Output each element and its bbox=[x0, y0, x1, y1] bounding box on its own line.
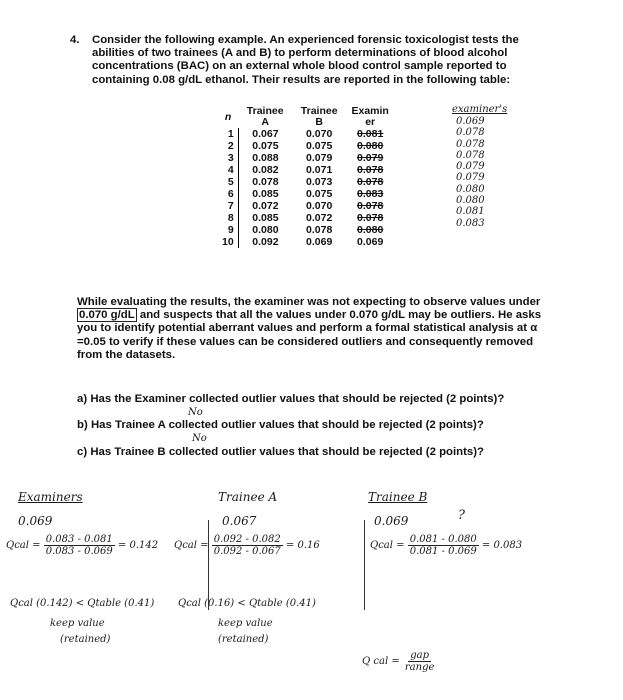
part-c-text: Has Trainee B collected outlier values that should be rejected (2 points)? bbox=[90, 446, 485, 458]
trainee-a-denominator: 0.092 - 0.067 bbox=[213, 546, 281, 557]
part-c-label: c) bbox=[77, 446, 88, 458]
cell-examiner: 0.079 bbox=[357, 152, 384, 164]
cell-examiner: 0.078 bbox=[357, 212, 384, 224]
examiner-numerator: 0.083 - 0.081 bbox=[45, 534, 113, 545]
cell-trainee-a: 0.085 bbox=[252, 212, 279, 224]
table-row bbox=[218, 224, 394, 236]
header-n: n bbox=[224, 111, 232, 123]
evaluation-highlight: 0.070 g/dL bbox=[79, 309, 135, 322]
cell-trainee-b: 0.078 bbox=[306, 224, 333, 236]
table-row bbox=[218, 236, 394, 248]
trainee-a-q-label: Qcal = bbox=[174, 540, 209, 551]
cell-n: 9 bbox=[218, 224, 238, 236]
examiner-result: = 0.142 bbox=[117, 540, 159, 551]
header-trainee-a: Trainee A bbox=[246, 105, 284, 128]
cell-examiner: 0.081 bbox=[357, 128, 384, 140]
side-note-value: 0.080 bbox=[456, 183, 485, 195]
table-row bbox=[218, 188, 394, 200]
table-row bbox=[218, 152, 394, 164]
cell-examiner: 0.069 bbox=[357, 236, 384, 248]
side-note-value: 0.083 bbox=[456, 217, 485, 229]
table-row bbox=[218, 176, 394, 188]
side-note-value: 0.078 bbox=[456, 127, 485, 139]
trainee-b-q-formula-den: range bbox=[404, 662, 435, 673]
part-a-label: a) bbox=[77, 393, 88, 405]
examiner-verdict: keep value bbox=[50, 618, 105, 629]
trainee-b-denominator: 0.081 - 0.069 bbox=[409, 546, 477, 557]
cell-examiner: 0.078 bbox=[357, 200, 384, 212]
cell-trainee-b: 0.069 bbox=[306, 236, 333, 248]
trainee-b-q-calc bbox=[370, 534, 522, 557]
trainee-b-suspect-value: 0.069 bbox=[374, 514, 409, 528]
header-trainee-b: Trainee B bbox=[300, 105, 338, 128]
examiner-fraction bbox=[44, 534, 115, 557]
part-a bbox=[77, 393, 504, 406]
examiner-suspect-value: 0.069 bbox=[18, 514, 53, 528]
cell-examiner: 0.080 bbox=[357, 224, 384, 236]
part-b bbox=[77, 419, 484, 432]
table-row bbox=[218, 140, 394, 152]
cell-trainee-b: 0.070 bbox=[306, 200, 333, 212]
cell-trainee-b: 0.073 bbox=[306, 176, 333, 188]
trainee-a-verdict-note: (retained) bbox=[218, 634, 269, 645]
cell-n: 10 bbox=[218, 236, 238, 248]
cell-n: 6 bbox=[218, 188, 238, 200]
cell-trainee-a: 0.092 bbox=[252, 236, 279, 248]
side-note-value: 0.069 bbox=[456, 116, 485, 127]
trainee-b-numerator: 0.081 - 0.080 bbox=[409, 534, 477, 545]
side-note-value: 0.080 bbox=[456, 195, 485, 207]
cell-n: 1 bbox=[218, 128, 238, 140]
examiner-q-label: Qcal = bbox=[6, 540, 41, 551]
trainee-b-question-mark: ? bbox=[458, 508, 465, 523]
cell-trainee-a: 0.072 bbox=[252, 200, 279, 212]
cell-n: 4 bbox=[218, 164, 238, 176]
trainee-a-result: = 0.16 bbox=[285, 540, 320, 551]
evaluation-text-before: While evaluating the results, the examiner was not expecting to observe values under bbox=[77, 296, 541, 308]
trainee-a-verdict: keep value bbox=[218, 618, 273, 629]
trainee-b-q-formula-fraction bbox=[403, 650, 437, 673]
side-notes-list bbox=[456, 116, 485, 229]
trainee-a-q-calc bbox=[160, 534, 320, 557]
examiner-work-heading: Examiners bbox=[18, 490, 83, 504]
side-note-value: 0.078 bbox=[456, 149, 485, 161]
work-divider-right bbox=[364, 520, 365, 610]
header-examiner: Examin er bbox=[351, 105, 389, 128]
examiner-verdict-note: (retained) bbox=[60, 634, 111, 645]
evaluation-text-after: and suspects that all the values under 0.070 g/dL may be outliers. He asks you to identify potential aberrant values and perform a formal statistical analysis at α =0.05 to verify if these values can be considered outliers and consequently removed from the datasets. bbox=[77, 309, 542, 361]
cell-trainee-a: 0.075 bbox=[252, 140, 279, 152]
table-row bbox=[218, 212, 394, 224]
cell-trainee-b: 0.079 bbox=[306, 152, 333, 164]
side-note-value: 0.079 bbox=[456, 172, 485, 184]
part-a-answer: No bbox=[188, 407, 203, 418]
trainee-b-q-formula-num: gap bbox=[410, 650, 430, 661]
table-row bbox=[218, 200, 394, 212]
examiner-compare: Qcal (0.142) < Qtable (0.41) bbox=[10, 598, 155, 609]
cell-n: 8 bbox=[218, 212, 238, 224]
cell-trainee-a: 0.088 bbox=[252, 152, 279, 164]
question-intro: Consider the following example. An experienced forensic toxicologist tests the abilities of two trainees (A and B) to perform determinations of blood alcohol concentrations (BAC) on an external whole blood control sample reported to containing 0.08 g/dL ethanol. Their results are reported in the following table: bbox=[92, 34, 519, 86]
cell-examiner: 0.083 bbox=[357, 188, 384, 200]
table-header-row bbox=[218, 106, 394, 128]
cell-trainee-a: 0.078 bbox=[252, 176, 279, 188]
results-table bbox=[218, 106, 394, 248]
trainee-b-q-formula bbox=[362, 650, 436, 673]
trainee-a-numerator: 0.092 - 0.082 bbox=[213, 534, 281, 545]
trainee-a-fraction bbox=[212, 534, 283, 557]
cell-examiner: 0.078 bbox=[357, 164, 384, 176]
trainee-b-result: = 0.083 bbox=[481, 540, 523, 551]
cell-trainee-b: 0.075 bbox=[306, 188, 333, 200]
part-b-label: b) bbox=[77, 419, 88, 431]
side-note-value: 0.078 bbox=[456, 138, 485, 150]
trainee-b-fraction bbox=[408, 534, 479, 557]
table-row bbox=[218, 164, 394, 176]
trainee-b-q-label: Qcal = bbox=[370, 540, 405, 551]
table-row bbox=[218, 128, 394, 140]
cell-examiner: 0.080 bbox=[357, 140, 384, 152]
cell-examiner: 0.078 bbox=[357, 176, 384, 188]
trainee-a-compare: Qcal (0.16) < Qtable (0.41) bbox=[178, 598, 316, 609]
trainee-b-work-heading: Trainee B bbox=[368, 490, 428, 504]
cell-trainee-b: 0.071 bbox=[306, 164, 333, 176]
part-b-answer: No bbox=[192, 433, 207, 444]
trainee-a-work-heading: Trainee A bbox=[218, 490, 278, 504]
trainee-a-suspect-value: 0.067 bbox=[222, 514, 257, 528]
evaluation-paragraph bbox=[77, 296, 547, 362]
cell-n: 7 bbox=[218, 200, 238, 212]
cell-n: 5 bbox=[218, 176, 238, 188]
examiner-denominator: 0.083 - 0.069 bbox=[45, 546, 113, 557]
cell-trainee-a: 0.082 bbox=[252, 164, 279, 176]
cell-trainee-a: 0.085 bbox=[252, 188, 279, 200]
cell-n: 3 bbox=[218, 152, 238, 164]
cell-trainee-b: 0.075 bbox=[306, 140, 333, 152]
part-b-text: Has Trainee A collected outlier values that should be rejected (2 points)? bbox=[90, 419, 484, 431]
cell-trainee-b: 0.070 bbox=[306, 128, 333, 140]
question-number: 4. bbox=[70, 34, 80, 46]
cell-trainee-a: 0.067 bbox=[252, 128, 279, 140]
cell-trainee-b: 0.072 bbox=[306, 212, 333, 224]
cell-n: 2 bbox=[218, 140, 238, 152]
part-c bbox=[77, 446, 484, 459]
side-notes-heading: examiner's bbox=[452, 104, 508, 115]
examiner-q-calc bbox=[6, 534, 158, 557]
side-note-value: 0.079 bbox=[456, 161, 485, 173]
trainee-b-q-formula-label: Q cal = bbox=[362, 656, 400, 667]
side-note-value: 0.081 bbox=[456, 206, 485, 218]
part-a-text: Has the Examiner collected outlier values that should be rejected (2 points)? bbox=[90, 393, 505, 405]
cell-trainee-a: 0.080 bbox=[252, 224, 279, 236]
